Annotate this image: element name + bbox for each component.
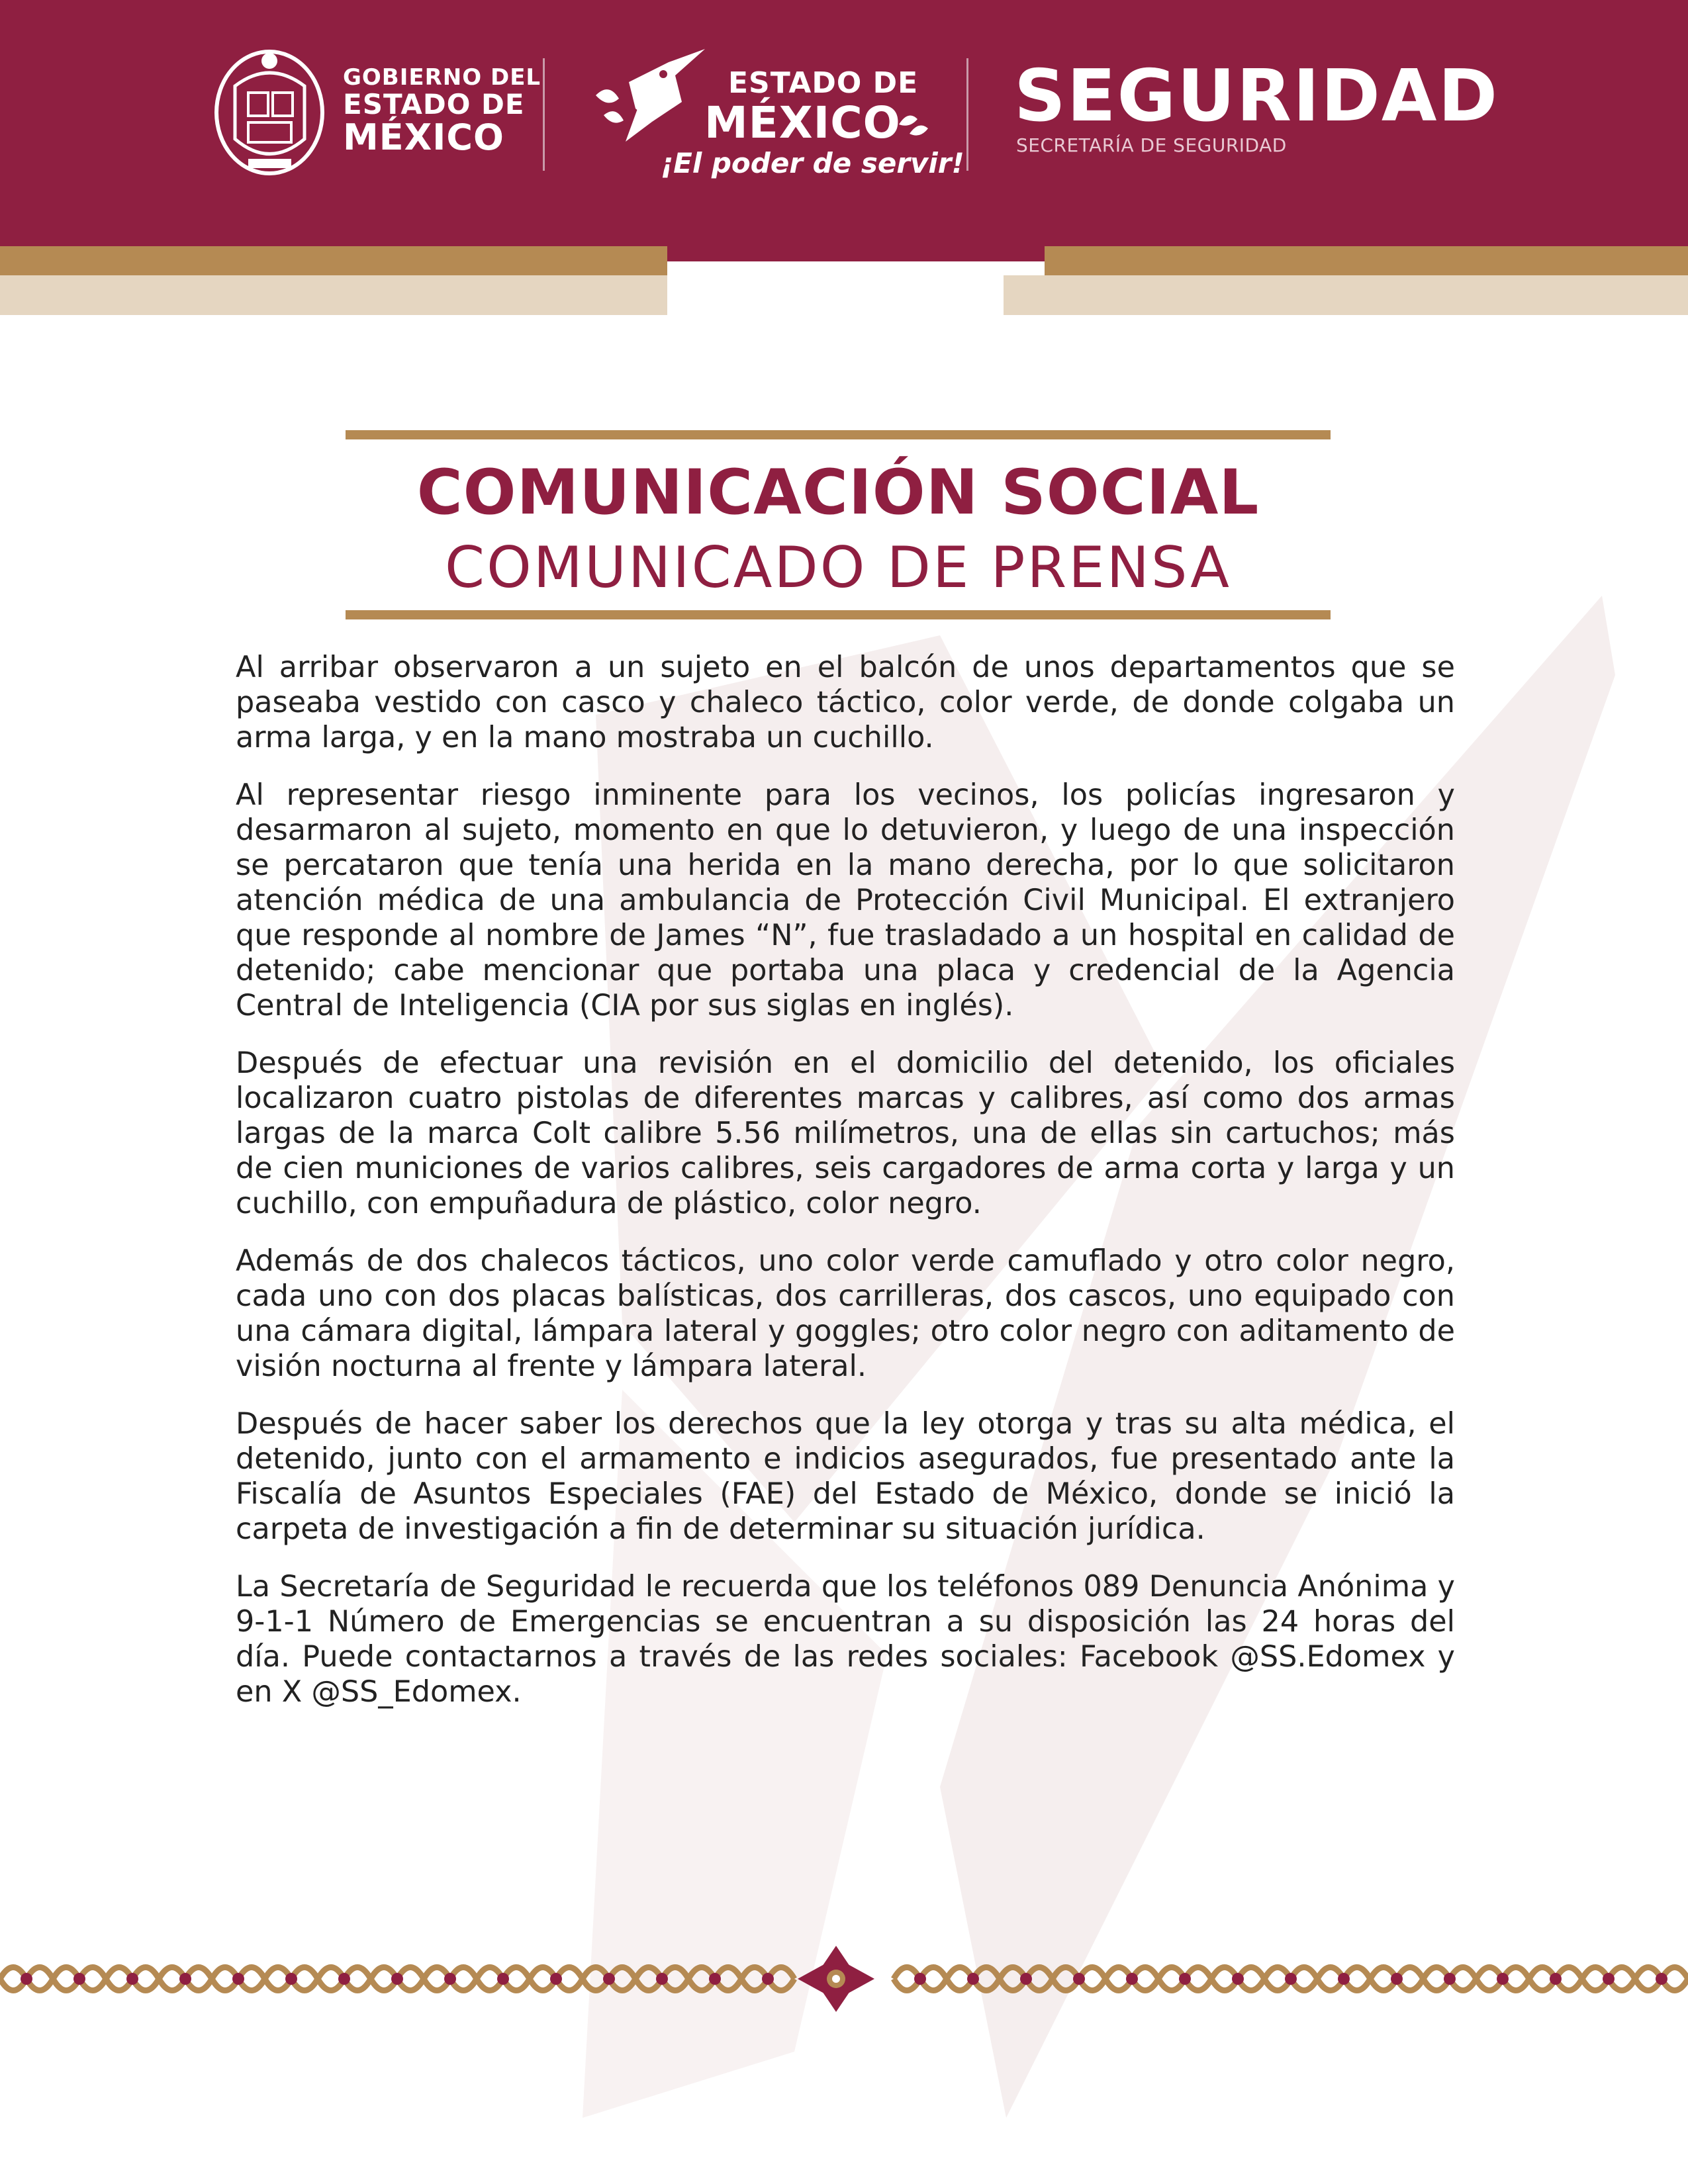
paragraph-3: Después de efectuar una revisión en el domicilio del detenido, los oficiales localizaron cuatro pistolas de diferentes marcas y calibres, así como dos armas largas de la marca Colt calibre 5.56 milímetros, una de ellas sin cartuchos; más de cien municiones de varios calibres, seis cargadores de arma corta y larga y un cuchillo, con empuñadura de plástico, color negro. — [236, 1046, 1455, 1220]
header-gold-bar-left — [0, 246, 667, 275]
paragraph-4: Además de dos chalecos tácticos, uno color verde camuflado y otro color negro, cada uno con dos placas balísticas, dos carrilleras, dos cascos, uno equipado con una cámara digital, lámpara lateral y goggles; otro color negro con aditamento de visión nocturna al frente y lámpara lateral. — [236, 1244, 1455, 1383]
coat-of-arms-logo — [212, 46, 328, 179]
gobierno-line3: MÉXICO — [343, 116, 504, 158]
title-rule-top — [346, 430, 1331, 439]
header-beige-bar-right — [1004, 275, 1688, 315]
press-release-body — [236, 650, 1455, 1732]
seguridad-subtitle: SECRETARÍA DE SEGURIDAD — [1016, 134, 1287, 156]
page-subtitle: COMUNICADO DE PRENSA — [445, 535, 1231, 601]
paragraph-1: Al arribar observaron a un sujeto en el balcón de unos departamentos que se paseaba vestido con casco y chaleco táctico, color verde, de donde colgaba un arma larga, y en la mano mostraba un cuchillo. — [236, 651, 1455, 754]
footer-ornament-border — [0, 1939, 1688, 2019]
page-title: COMUNICACIÓN SOCIAL — [416, 457, 1260, 529]
paragraph-6: La Secretaría de Seguridad le recuerda que los teléfonos 089 Denuncia Anónima y 9-1-1 Número de Emergencias se encuentran a su disposición las 24 horas del día. Puede contactarnos a través de las redes sociales: Facebook @SS.Edomex y en X @SS_Edomex. — [236, 1570, 1455, 1709]
leaf-ornament-icon — [895, 106, 932, 143]
gobierno-line1: GOBIERNO DEL — [343, 64, 541, 91]
paragraph-5: Después de hacer saber los derechos que la ley otorga y tras su alta médica, el detenido, junto con el armamento e indicios asegurados, fue presentado ante la Fiscalía de Asuntos Especiales (FAE) del Estado de México, donde se inició la carpeta de investigación a fin de determinar su situación jurídica. — [236, 1407, 1455, 1546]
header-divider-2 — [966, 58, 968, 171]
paragraph-2: Al representar riesgo inminente para los vecinos, los policías ingresaron y desarmaron al sujeto, momento en que lo detuvieron, y luego de una inspección se percataron que tenía una herida en la mano derecha, por lo que solicitaron atención médica de una ambulancia de Protección Civil Municipal. El extranjero que responde al nombre de James “N”, fue trasladado a un hospital en calidad de detenido; cabe mencionar que portaba una placa y credencial de la Agencia Central de Inteligencia (CIA por sus siglas en inglés). — [236, 778, 1455, 1023]
title-rule-bottom — [346, 610, 1331, 619]
gobierno-line2: ESTADO DE — [343, 87, 525, 120]
header-beige-bar-left — [0, 275, 667, 315]
header-divider-1 — [543, 58, 545, 171]
estado-line2: MÉXICO — [704, 97, 901, 148]
gobierno-logo-text — [343, 66, 541, 156]
estado-slogan: ¡El poder de servir! — [661, 147, 964, 179]
header-gold-bar-right — [1045, 246, 1688, 275]
estado-logo-text — [704, 66, 919, 148]
hummingbird-logo — [589, 42, 715, 155]
seguridad-title: SEGURIDAD — [1014, 55, 1499, 138]
estado-line1: ESTADO DE — [728, 66, 919, 100]
center-flower-icon — [798, 1946, 874, 2012]
